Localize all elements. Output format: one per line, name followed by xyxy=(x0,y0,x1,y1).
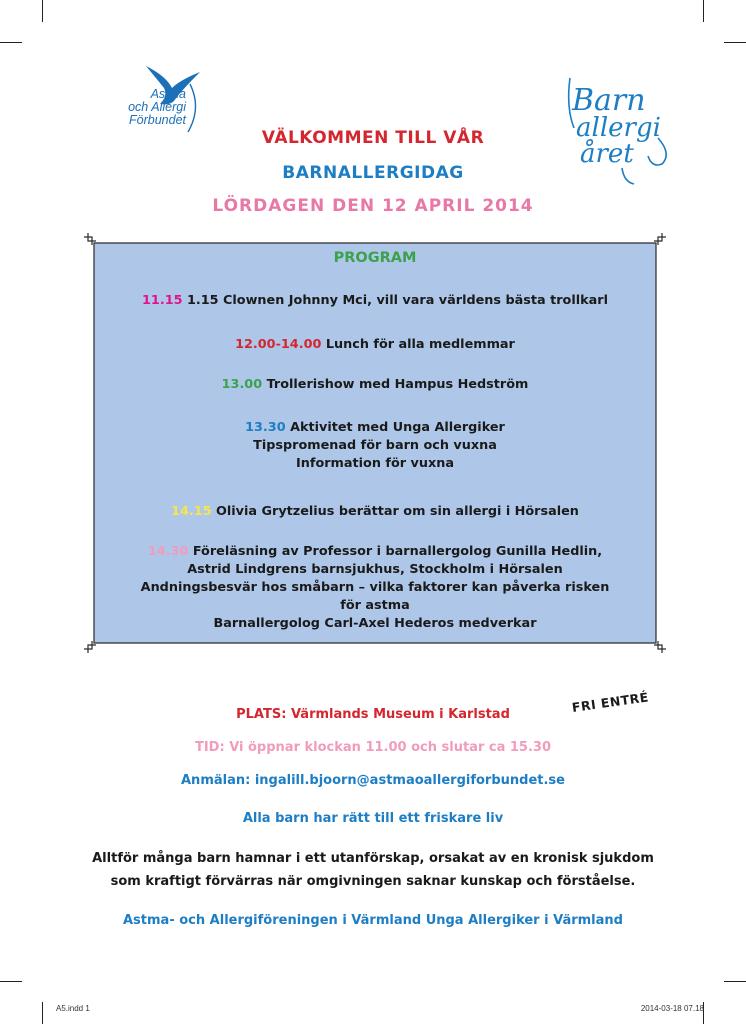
logo-line: Förbundet xyxy=(129,113,186,127)
program-item xyxy=(84,543,666,633)
body-text: som kraftigt förvärras när omgivningen saknar kunskap och förståelse. xyxy=(110,874,636,889)
print-file-label: A5.indd 1 xyxy=(56,1004,90,1013)
program-text: Lunch för alla medlemmar xyxy=(325,337,515,352)
logo-line: året xyxy=(580,139,634,169)
program-item xyxy=(84,419,666,473)
program-text: Aktivitet med Unga Allergiker xyxy=(290,420,505,435)
program-item xyxy=(84,336,666,354)
crop-mark xyxy=(42,0,43,22)
crop-mark xyxy=(724,981,746,982)
event-date: LÖRDAGEN DEN 12 APRIL 2014 xyxy=(212,196,534,216)
logo-line: Astma xyxy=(150,87,186,101)
program-text: Tipspromenad för barn och vuxna xyxy=(253,438,497,453)
crop-mark xyxy=(703,0,704,22)
program-time: 13.00 xyxy=(221,377,263,392)
program-item xyxy=(84,292,666,310)
program-text: 1.15 Clownen Johnny Mci, vill vara världens bästa trollkarl xyxy=(186,293,608,308)
program-text: Trollerishow med Hampus Hedström xyxy=(266,377,529,392)
program-item xyxy=(84,376,666,394)
program-time: 11.15 xyxy=(142,293,183,308)
program-item xyxy=(84,503,666,521)
program-time: 14.15 xyxy=(171,504,212,519)
free-entry-label: FRI ENTRÉ xyxy=(570,689,650,715)
logo-line: och Allergi xyxy=(128,100,186,114)
program-text: Andningsbesvär hos småbarn – vilka faktorer kan påverka risken xyxy=(140,580,610,595)
crop-mark xyxy=(0,981,22,982)
program-text: Information för vuxna xyxy=(296,456,454,471)
crop-mark xyxy=(724,42,746,43)
crop-mark xyxy=(42,1002,43,1024)
program-time: 12.00-14.00 xyxy=(235,337,322,352)
time-text: TID: Vi öppnar klockan 11.00 och slutar ca 15.30 xyxy=(194,740,552,755)
program-text: för astma xyxy=(340,598,410,613)
program-text: Olivia Grytzelius berättar om sin allergi i Hörsalen xyxy=(216,504,579,519)
program-text: Barnallergolog Carl-Axel Hederos medverkar xyxy=(213,616,537,631)
logo-line: allergi xyxy=(576,113,661,143)
registration-email[interactable]: Anmälan: ingalill.bjoorn@astmaoallergiforbundet.se xyxy=(181,773,565,788)
welcome-heading: VÄLKOMMEN TILL VÅR xyxy=(261,128,485,148)
program-title: PROGRAM xyxy=(333,250,417,266)
event-title: BARNALLERGIDAG xyxy=(282,163,464,183)
crop-mark xyxy=(0,42,22,43)
program-time: 13.30 xyxy=(245,420,286,435)
organizers-text: Astma- och Allergiföreningen i Värmland Unga Allergiker i Värmland xyxy=(123,913,623,928)
logo-line: Barn xyxy=(572,83,646,118)
program-text: Astrid Lindgrens barnsjukhus, Stockholm i Hörsalen xyxy=(187,562,563,577)
program-text: Föreläsning av Professor i barnallergolog Gunilla Hedlin, xyxy=(192,544,603,559)
print-timestamp: 2014-03-18 07.18 xyxy=(640,1004,704,1013)
slogan-text: Alla barn har rätt till ett friskare liv xyxy=(242,811,504,826)
place-text: PLATS: Värmlands Museum i Karlstad xyxy=(236,707,510,722)
body-text: Alltför många barn hamnar i ett utanförskap, orsakat av en kronisk sjukdom xyxy=(92,851,654,866)
program-time: 14.30 xyxy=(147,544,189,559)
